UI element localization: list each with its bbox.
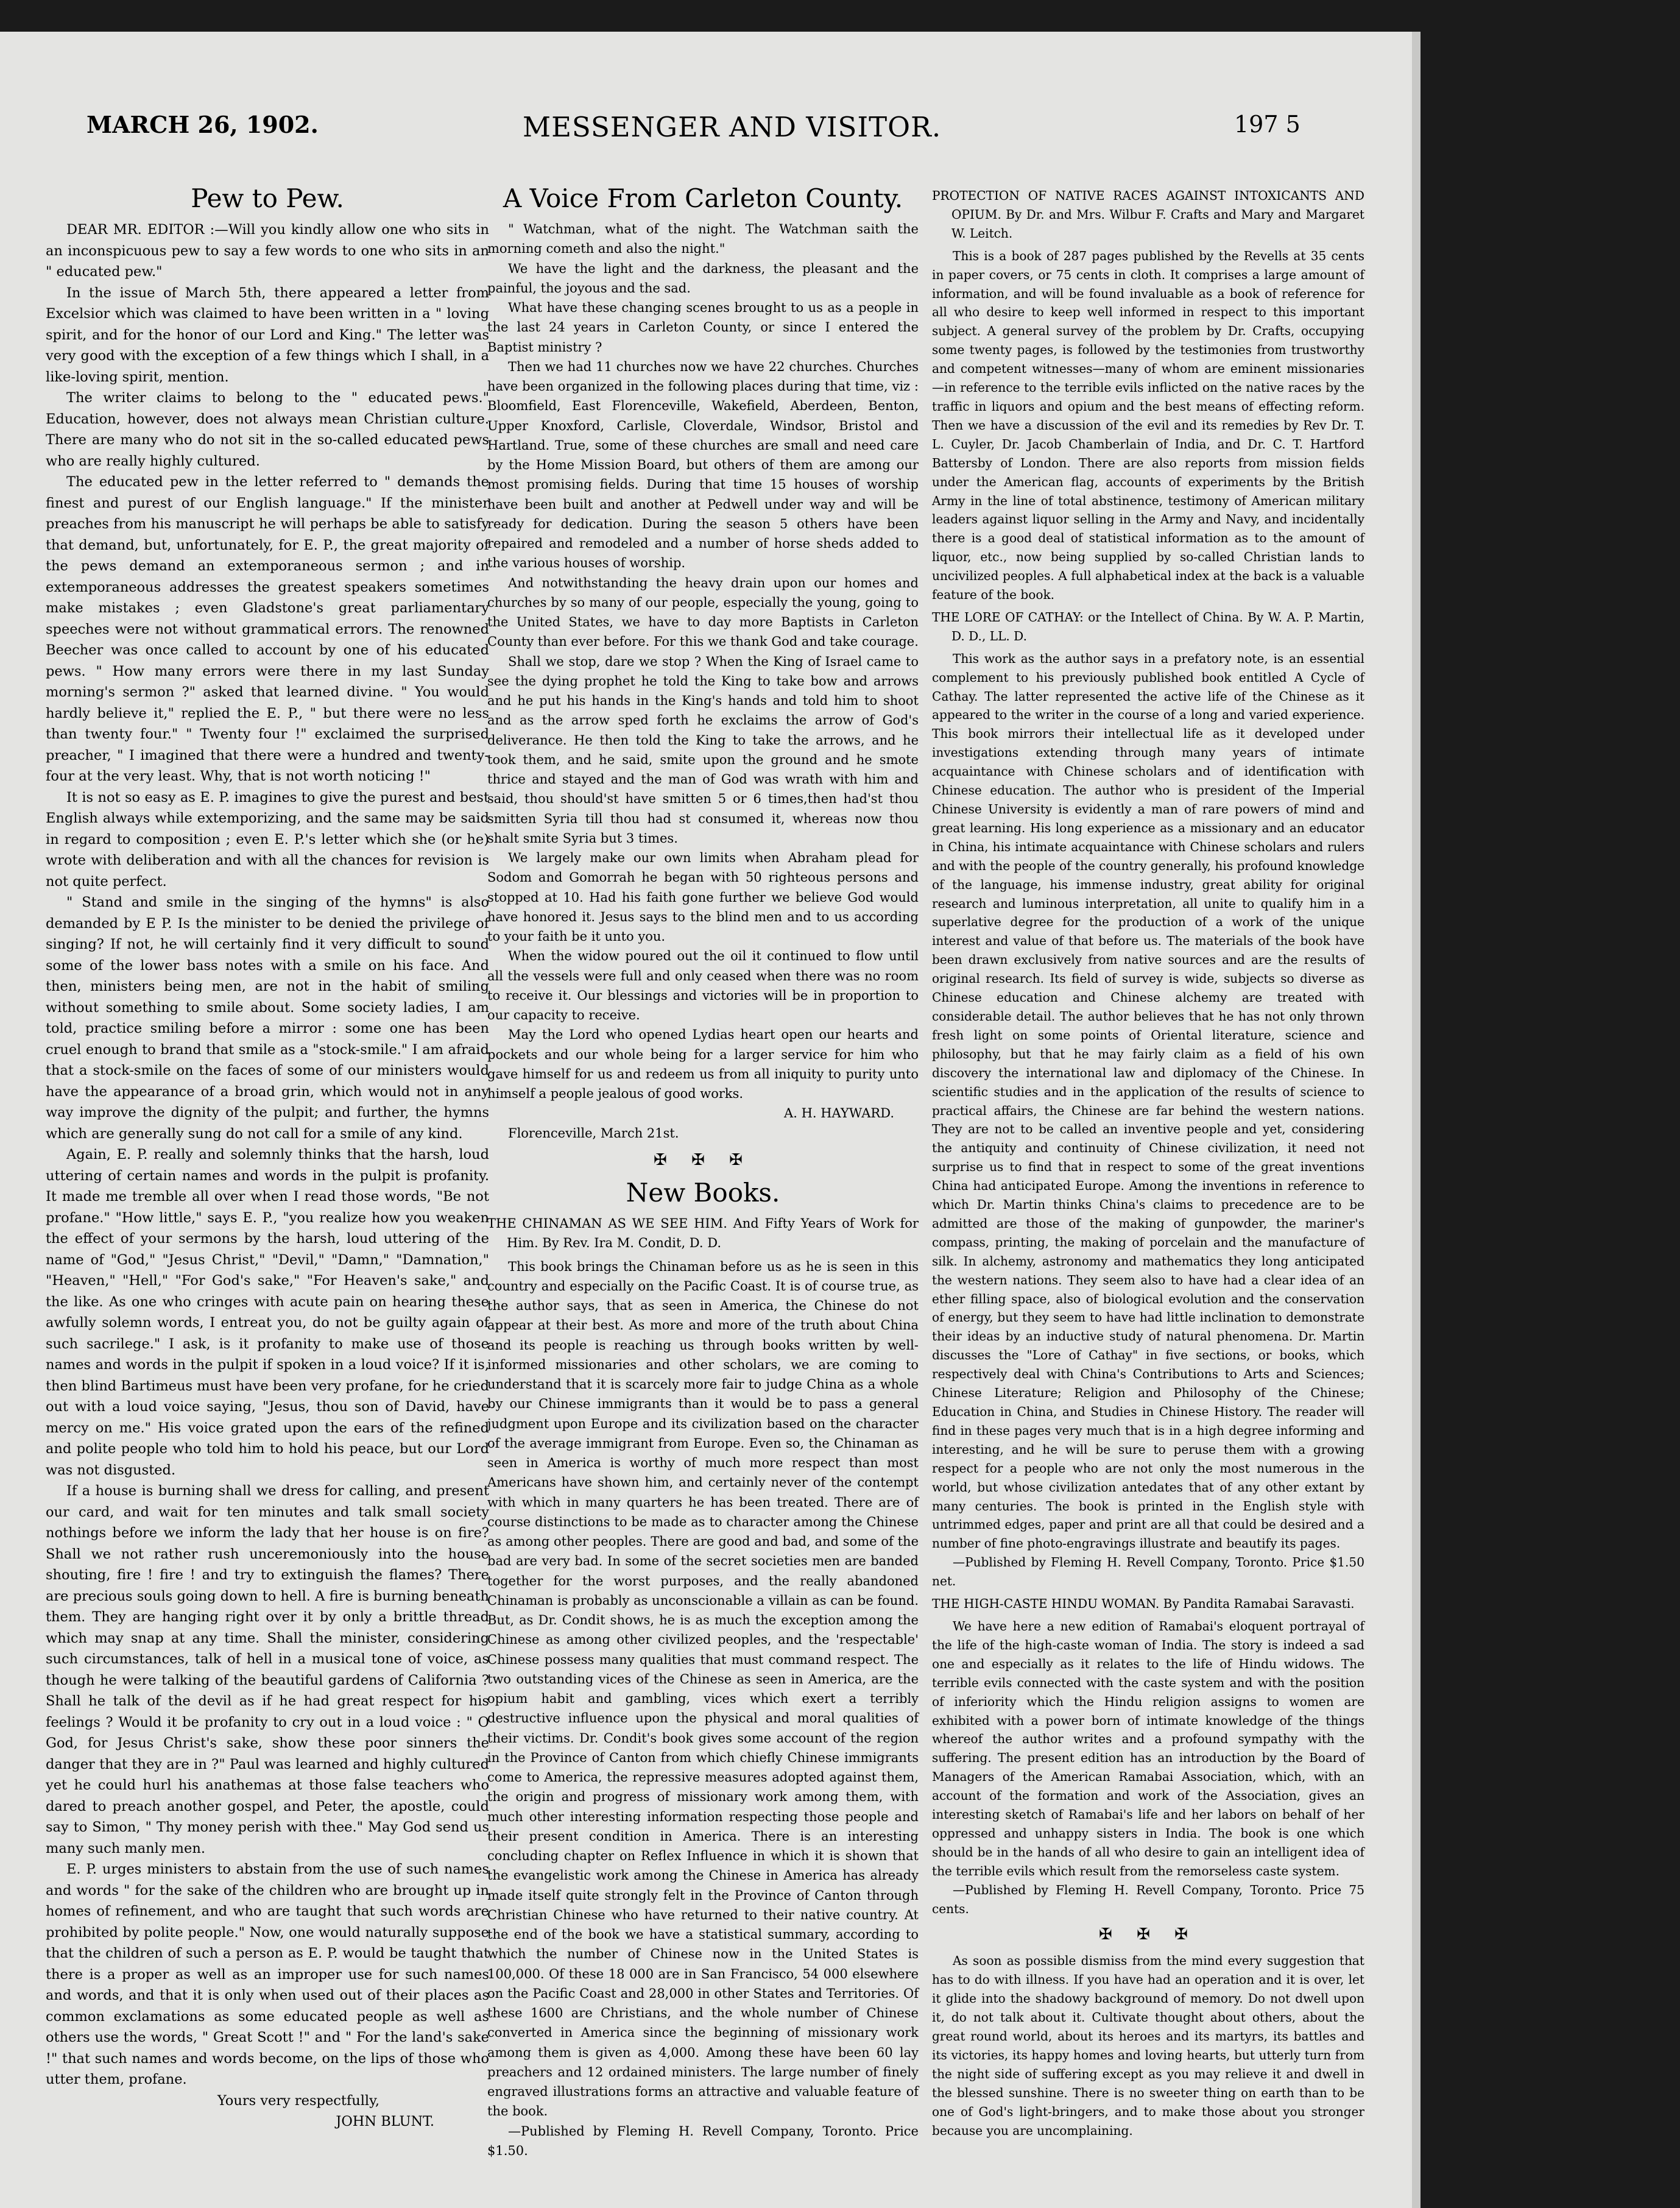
paragraph: When the widow poured out the oil it continued to flow until all the vessels were full and only ceased when there was no room to receive it. Our blessings and victories will be in proportion to our capacity to receive. bbox=[487, 949, 919, 1022]
paragraph: As soon as possible dismiss from the mind every suggestion that has to do with illness. If you have had an operation and it is over, let it glide into the shadowy background of memory. Do not dwell upon it, do not talk about it. Cultivate thought about others, about the great round world, about its heroes and its martyrs, its battles and its victories, its happy homes and loving hearts, but utterly turn from the night side of suffering except as you may relieve it and dwell in the blessed sunshine. There is no sweeter thing on earth than to be one of God's light-bringers, and to make those about you stronger because you are uncomplaining. bbox=[932, 1953, 1364, 2138]
section-separator: ✠ ✠ ✠ bbox=[654, 1150, 752, 1169]
paragraph: What have these changing scenes brought to us as a people in the last 24 years in Carleton County, or since I entered the Baptist ministry ? bbox=[487, 300, 919, 355]
paragraph: This is a book of 287 pages published by the Revells at 35 cents in paper covers, or 75 cents in cloth. It comprises a large amount of information, and will be found invaluable as a book of reference for all who desire to keep well informed in respect to this important subject. A general survey of the problem by Dr. Crafts, occupying some twenty pages, is followed by the testimonies from trustworthy and competent witnesses—many of whom are eminent missionaries—in reference to the terrible evils inflicted on the native races by the traffic in liquors and opium and the best means of effecting reform. Then we have a discussion of the evil and its remedies by Rev Dr. T. L. Cuyler, Dr. Jacob Chamberlain of India, and Dr. C. T. Hartford Battersby of London. There are also reports from mission fields under the American flag, accounts of experiments by the British Army in the line of total abstinence, testimony of American military leaders against liquor selling in the Army and Navy, and incidentally there is a good deal of statistical information as to the amount of liquor, etc., now being supplied by so-called Christian lands to uncivilized peoples. A full alphabetical index at the back is a valuable feature of the book. bbox=[932, 248, 1364, 603]
paragraph: This work as the author says in a prefatory note, is an essential complement to his previously published book entitled A Cycle of Cathay. The latter represented the active life of the Chinese as it appeared to the writer in the course of a long and varied experience. This book mirrors their intellectual life as it developed under investigations extending through many years of intimate acquaintance with Chinese scholars and of identification with Chinese education. The author who is president of the Imperial Chinese University is evidently a man of rare powers of mind and great learning. His long experience as a missionary and an educator in China, his intimate acquaintance with Chinese scholars and rulers and with the people of the country generally, his profound knowledge of the language, his immense industry, great ability for original research and luminous interpretation, all unite to qualify him in a superlative degree for the production of a work of the unique interest and value of that before us. The materials of the book have been drawn exclusively from native sources and are the results of original research. Its field of survey is wide, subjects so diverse as Chinese education and Chinese alchemy are treated with considerable detail. The author believes that he has not only thrown fresh light on some points of Oriental literature, science and philosophy, but that he may fairly claim as a field of his own discovery the international law and diplomacy of the Chinese. In scientific studies and in the application of the results of science to practical affairs, the Chinese are far behind the western nations. They are not to be called an inventive people and yet, considering the antiquity and continuity of Chinese civilization, it need not surprise us to find that in respect to some of the great inventions China had anticipated Europe. Among the inventions in reference to which Dr. Martin thinks China's claims to precedence are to be admitted are those of the making of gunpowder, the mariner's compass, printing, the making of porcelain and the manufacture of silk. In alchemy, astronomy and mathematics they long anticipated the western nations. They seem also to have had a clear idea of an ether filling space, also of biological evolution and the conservation of energy, but they seem to have had little inclination to demonstrate their ideas by an inductive study of natural phenomena. Dr. Martin discusses the "Lore of Cathay" in five sections, or books, which respectively deal with China's Contributions to Arts and Sciences; Chinese Literature; Religion and Philosophy of the Chinese; Education in China, and Studies in Chinese History. The reader will find in these pages very much that is in a high degree informing and interesting, and he will be sure to peruse them with a growing respect for a people who are not only the most numerous in the world, but whose civilization antedates that of any other extant by many centuries. The book is printed in the English style with untrimmed edges, paper and print are all that could be desired and a number of fine photo-engravings illustrate and beautify its pages. bbox=[932, 651, 1364, 1551]
letter-signature: JOHN BLUNT. bbox=[336, 2114, 434, 2129]
page-number: 197 5 bbox=[1234, 111, 1301, 138]
paragraph: Again, E. P. really and solemnly thinks that the harsh, loud uttering of certain names and words in the pulpit is profanity. It made me tremble all over when I read those words, "Be not profane." "How little," says E. P., "you realize how you weaken the effect of your sermons by the harsh, loud uttering of the name of "God," "Jesus Christ," "Devil," "Damn," "Damnation," "Heaven," "Hell," "For God's sake," "For Heaven's sake," and the like. As one who cringes with acute pain on hearing these awfully solemn words, I entreat you, do not be guilty again of such sacrilege." I ask, is it profanity to make use of those names and words in the pulpit if spoken in a loud voice? If it is, then blind Bartimeus must have been very profane, for he cried out with a loud voice saying, "Jesus, thou son of David, have mercy on me." His voice grated upon the ears of the refined and polite people who told him to hold his peace, but our Lord was not disgusted. bbox=[46, 1147, 489, 1478]
paragraph: " Watchman, what of the night. The Watchman saith the morning cometh and also the night." bbox=[487, 222, 919, 257]
book-title: THE LORE OF CATHAY: or the Intellect of China. By W. A. P. Martin, D. D., LL. D. bbox=[932, 609, 1364, 643]
dateline: Florenceville, March 21st. bbox=[508, 1125, 679, 1141]
paragraph: In the issue of March 5th, there appeared a letter from Excelsior which was claimed to have been written in a " loving spirit, and for the honor of our Lord and King." The letter was very good with the exception of a few things which I shall, in a like-loving spirit, mention. bbox=[46, 285, 489, 385]
column-right bbox=[932, 183, 1364, 2140]
article-author: A. H. HAYWARD. bbox=[784, 1106, 894, 1121]
paragraph: DEAR MR. EDITOR :—Will you kindly allow one who sits in an inconspicuous pew to say a few words to one who sits in an " educated pew." bbox=[46, 222, 489, 280]
paragraph: The educated pew in the letter referred to " demands the finest and purest of our English language." If the minister preaches from his manuscript he will perhaps be able to satisfy that demand, but, unfortunately, for E. P., the great majority of the pews demand an extemporaneous sermon ; and in extemporaneous addresses the greatest speakers sometimes make mistakes ; even Gladstone's great parliamentary speeches were not without grammatical errors. The renowned Beecher was once called to account by one of his educated pews. " How many errors were there in my last Sunday morning's sermon ?" asked that learned divine. " You would hardly believe it," replied the E. P., " but there were no less than twenty four." " Twenty four !" exclaimed the surprised preacher, " I imagined that there were a hundred and twenty-four at the very least. Why, that is not worth noticing !" bbox=[46, 474, 489, 784]
book-title: PROTECTION OF NATIVE RACES AGAINST INTOXICANTS AND OPIUM. By Dr. and Mrs. Wilbur F. Crafts and Mary and Margaret W. Leitch. bbox=[932, 188, 1364, 241]
paragraph: Then we had 11 churches now we have 22 churches. Churches have been organized in the following places during that time, viz : Bloomfield, East Florenceville, Wakefield, Aberdeen, Benton, Upper Knoxford, Carlisle, Cloverdale, Windsor, Bristol and Hartland. True, some of these churches are small and need care by the Home Mission Board, but others of them are among our most promising fields. During that time 15 houses of worship have been built and another at Pedwell under way and will be ready for dedication. During the season 5 others have been repaired and remodeled and a number of horse sheds added to the various houses of worship. bbox=[487, 359, 919, 571]
paragraph: May the Lord who opened Lydias heart open our hearts and pockets and our whole being for a larger service for him who gave himself for us and redeem us from all iniquity to purity unto himself a people jealous of good works. bbox=[487, 1027, 919, 1101]
paragraph: This book brings the Chinaman before us as he is seen in this country and especially on the Pacific Coast. It is of course true, as the author says, that as seen in America, the Chinese do not appear at their best. As more and more of the truth about China and its people is reaching us through books written by well-informed missionaries and other scholars, we are coming to understand that it is scarcely more fair to judge China as a whole by our Chinese immigrants than it would be to pass a general judgment upon Europe and its civilization based on the character of the average immigrant from Europe. Even so, the Chinaman as seen in America is worthy of much more respect than most Americans have shown him, and certainly never of the contempt with which in many quarters he has been treated. There are of course distinctions to be made as to character among the Chinese as among other peoples. There are good and bad, and some of the bad are very bad. In some of the secret societies men are banded together for the worst purposes, and the really abandoned Chinaman is probably as unconscionable a villain as can be found. But, as Dr. Condit shows, he is as much the exception among the Chinese as among other civilized peoples, and the 'respectable' Chinese possess many qualities that must command respect. The two outstanding vices of the Chinese as seen in America, are the opium habit and gambling, vices which exert a terribly destructive influence upon the physical and moral qualities of their victims. Dr. Condit's book gives some account of the region in the Province of Canton from which chiefly Chinese immigrants come to America, the repressive measures adopted against them, the origin and progress of missionary work among them, with much other interesting information respecting those people and their present condition in America. There is an interesting concluding chapter on Reflex Influence in which it is shown that the evangelistic work among the Chinese in America has already made itself quite strongly felt in the Province of Canton through Christian Chinese who have returned to their native country. At the end of the book we have a statistical summary, according to which the number of Chinese now in the United States is 100,000. Of these 18 000 are in San Francisco, 54 000 elsewhere on the Pacific Coast and 28,000 in other States and Territories. Of these 1600 are Christians, and the whole number of Chinese converted in America since the beginning of missionary work among them is given as 4,000. Among these have been 60 lay preachers and 12 ordained ministers. The large number of finely engraved illustrations forms an attractive and valuable feature of the book. bbox=[487, 1259, 919, 2119]
paragraph: We have the light and the darkness, the pleasant and the painful, the joyous and the sad. bbox=[487, 261, 919, 295]
paragraph: The writer claims to belong to the " educated pews." Education, however, does not always mean Christian culture. There are many who do not sit in the so-called educated pews who are really highly cultured. bbox=[46, 390, 489, 469]
article-heading: Pew to Pew. bbox=[191, 183, 344, 213]
letter-closing: Yours very respectfully, bbox=[217, 2092, 379, 2109]
paragraph: " Stand and smile in the singing of the hymns" is also demanded by E P. Is the minister to be denied the privilege of singing? If not, he will certainly find it very difficult to sound some of the lower bass notes with a smile on his face. And then, ministers being men, are not in the habit of smiling without something to smile about. Some society ladies, I am told, practice smiling before a mirror : some one has been cruel enough to brand that smile as a "stock-smile." I am afraid that a stock-smile on the faces of some of our ministers would have the appearance of a broad grin, which would not in any way improve the dignity of the pulpit; and further, the hymns which are generally sung do not call for a smile of any kind. bbox=[46, 894, 489, 1142]
publisher-note: —Published by Fleming H. Revell Company, Toronto. Price $1.50 net. bbox=[932, 1555, 1364, 1589]
paragraph: And notwithstanding the heavy drain upon our homes and churches by so many of our people, especially the young, going to the United States, we have to day more Baptists in Carleton County than ever before. For this we thank God and take courage. bbox=[487, 575, 919, 649]
paragraph: It is not so easy as E. P. imagines to give the purest and best English always while extemporizing, and the same may be said in regard to composition ; even E. P.'s letter which she (or he) wrote with deliberation and with all the chances for revision is not quite perfect. bbox=[46, 789, 489, 890]
book-title: THE CHINAMAN AS WE SEE HIM. And Fifty Years of Work for Him. By Rev. Ira M. Condit, D. D. bbox=[487, 1216, 919, 1251]
paragraph: E. P. urges ministers to abstain from the use of such names and words " for the sake of the children who are brought up in homes of refinement, and who are taught that such words are prohibited by polite people." Now, one would naturally suppose that the children of such a person as E. P. would be taught that there is a proper as well as an improper use for such names and words, and that it is only when used out of their places as common exclamations as some educated people as well as others use the words, " Great Scott !" and " For the land's sake !" that such names and words become, on the lips of those who utter them, profane. bbox=[46, 1861, 489, 2087]
paragraph: If a house is burning shall we dress for calling, and present our card, and wait for ten minutes and talk small society nothings before we inform the lady that her house is on fire? Shall we not rather rush unceremoniously into the house shouting, fire ! fire ! and try to extinguish the flames? There are precious souls going down to hell. A fire is burning beneath them. They are hanging right over it by only a brittle thread which may snap at any time. Shall the minister, considering such circumstances, talk of hell in a musical tone of voice, as though he were talking of the beautiful gardens of California ? Shall he talk of the devil as if he had great respect for his feelings ? Would it be profanity to cry out in a loud voice : " O God, for Jesus Christ's sake, show these poor sinners the danger that they are in ?" Paul was learned and highly cultured yet he could hurl his anathemas at those false teachers who dared to preach another gospel, and Peter, the apostle, could say to Simon, " Thy money perish with thee." May God send us many such manly men. bbox=[46, 1483, 489, 1856]
issue-date: MARCH 26, 1902. bbox=[86, 111, 319, 138]
paragraph: We largely make our own limits when Abraham plead for Sodom and Gomorrah he began with 50 righteous persons and stopped at 10. Had his faith gone further we believe God would have honored it. Jesus says to the blind men and to us according to your faith be it unto you. bbox=[487, 851, 919, 944]
paragraph: Shall we stop, dare we stop ? When the King of Israel came to see the dying prophet he told the King to take bow and arrows and he put his hands in the King's hands and told him to shoot and as the arrow sped forth he exclaims the arrow of God's deliverance. He then told the King to take the arrows, and he took them, and he said, smite upon the ground and he smote thrice and stayed and the man of God was wrath with him and said, thou should'st have smitten 5 or 6 times,then had'st thou smitten Syria till thou had st consumed it, whereas now thou shalt smite Syria but 3 times. bbox=[487, 654, 919, 846]
newspaper-title: MESSENGER AND VISITOR. bbox=[523, 111, 942, 143]
page-edge bbox=[1412, 32, 1421, 2208]
section-heading: New Books. bbox=[626, 1178, 780, 1208]
column-left bbox=[46, 183, 489, 2132]
article-heading: A Voice From Carleton County. bbox=[503, 183, 903, 213]
paragraph: We have here a new edition of Ramabai's eloquent portrayal of the life of the high-caste woman of India. The story is indeed a sad one and especially as it relates to the life of Hindu widows. The terrible evils connected with the caste system and with the position of inferiority which the Hindu religion assigns to women are exhibited with a power born of intimate knowledge of the things whereof the author writes and a profound sympathy with the suffering. The present edition has an introduction by the Board of Managers of the American Ramabai Association, which, with an account of the formation and work of the Association, gives an interesting sketch of Ramabai's life and her labors on behalf of her oppressed and unhappy sisters in India. The book is one which should be in the hands of all who desire to gain an intelligent idea of the terrible evils which result from the remorseless caste system. bbox=[932, 1618, 1364, 1878]
publisher-note: —Published by Fleming H. Revell Company, Toronto. Price 75 cents. bbox=[932, 1882, 1364, 1916]
publisher-note: —Published by Fleming H. Revell Company, Toronto. Price $1.50. bbox=[487, 2123, 919, 2158]
section-separator: ✠ ✠ ✠ bbox=[1099, 1925, 1198, 1944]
column-middle bbox=[487, 183, 919, 2160]
book-title: THE HIGH-CASTE HINDU WOMAN. By Pandita Ramabai Saravasti. bbox=[932, 1596, 1355, 1612]
